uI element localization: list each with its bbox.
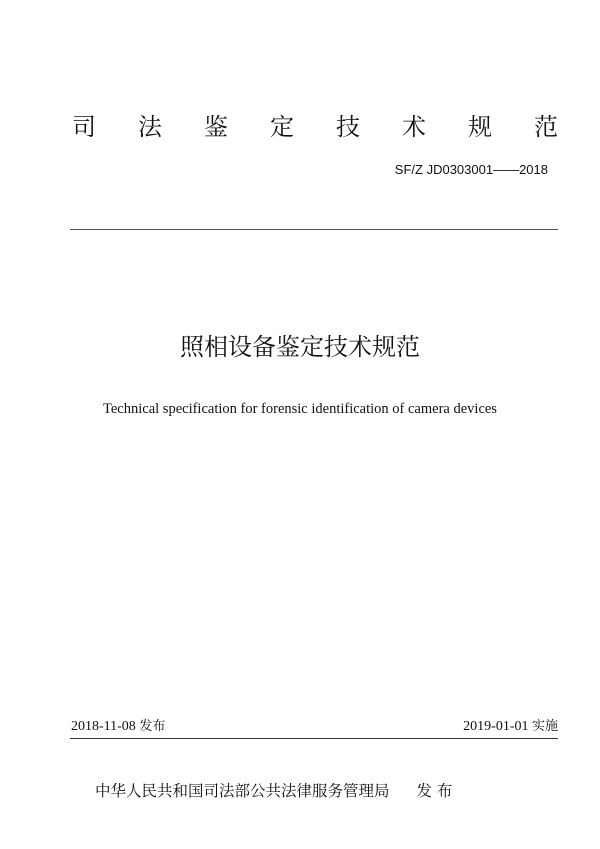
implement-date-line xyxy=(463,718,558,736)
issue-date-line xyxy=(71,718,165,736)
series-title-char: 司 xyxy=(72,113,96,141)
series-title xyxy=(72,112,558,142)
series-title-char: 法 xyxy=(138,113,162,141)
publisher-name: 中华人民共和国司法部公共法律服务管理局 xyxy=(95,782,390,800)
publisher-line xyxy=(95,781,452,801)
standard-code: SF/Z JD0303001——2018 xyxy=(394,162,548,177)
document-title-english: Technical specification for forensic identification of camera devices xyxy=(103,401,497,417)
implement-label: 实施 xyxy=(531,719,558,734)
footer-divider xyxy=(70,738,558,739)
series-title-char: 规 xyxy=(468,113,492,141)
issue-label: 发布 xyxy=(139,719,166,734)
series-title-char: 技 xyxy=(336,113,360,141)
series-title-char: 范 xyxy=(534,113,558,141)
series-title-char: 定 xyxy=(270,113,294,141)
issue-date: 2018-11-08 xyxy=(71,719,136,734)
header-divider xyxy=(70,229,558,230)
series-title-char: 术 xyxy=(402,113,426,141)
document-title-chinese: 照相设备鉴定技术规范 xyxy=(180,333,420,361)
implement-date: 2019-01-01 xyxy=(463,719,529,734)
series-title-char: 鉴 xyxy=(204,113,228,141)
publish-label: 发 布 xyxy=(416,782,453,800)
